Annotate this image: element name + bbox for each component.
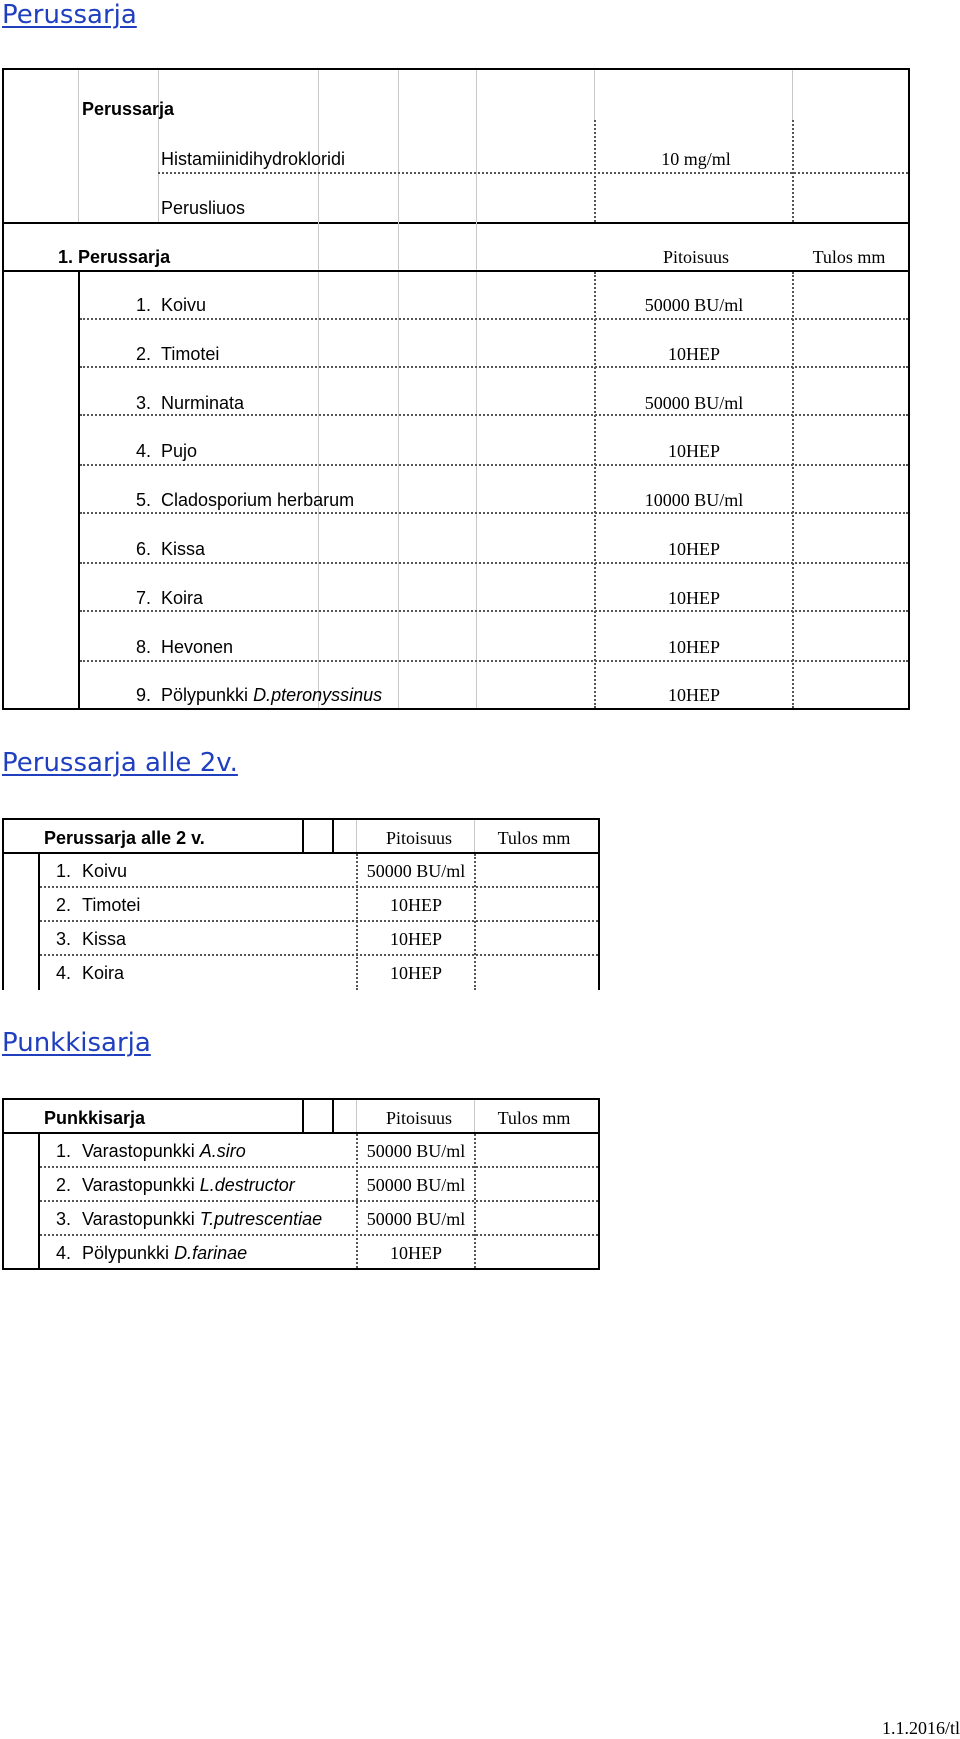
allergen-name: [82, 1173, 295, 1197]
row-number: 1.: [56, 1141, 72, 1161]
table-rule: [2, 1132, 600, 1134]
section-heading-punkki: Punkkisarja: [2, 1028, 151, 1058]
column-header-concentration: Pitoisuus: [662, 247, 730, 267]
table-title: Perussarja alle 2 v.: [44, 828, 205, 848]
concentration-value: 10HEP: [389, 895, 442, 915]
allergen-species: T.putrescentiae: [199, 1209, 323, 1229]
allergen-name-text: Varastopunkki: [82, 1141, 200, 1161]
allergen-name-text: Varastopunkki: [82, 1175, 200, 1195]
concentration-value: 10HEP: [667, 441, 720, 462]
row-number: 7.: [136, 587, 152, 608]
concentration-value: 50000 BU/ml: [366, 1175, 466, 1195]
concentration-value: 10000 BU/ml: [644, 490, 744, 511]
concentration-value: 10HEP: [667, 587, 720, 608]
allergen-name: [82, 1241, 247, 1265]
allergen-species: D.pteronyssinus: [253, 685, 383, 706]
table-rule: [302, 1098, 304, 1132]
allergen-name-text: Nurminata: [161, 392, 245, 413]
table-title: Perussarja: [82, 99, 175, 119]
allergen-species: A.siro: [199, 1141, 246, 1161]
concentration-value: 50000 BU/ml: [644, 392, 744, 413]
row-number: 4.: [56, 963, 72, 983]
concentration-value: 50000 BU/ml: [644, 295, 744, 315]
section-heading-alle2v: Perussarja alle 2v.: [2, 748, 238, 778]
table-border-top: [2, 1098, 600, 1100]
row-number: 1.: [136, 295, 152, 315]
concentration-value: 10HEP: [389, 929, 442, 949]
concentration-value: 10HEP: [389, 963, 442, 983]
table-title: Punkkisarja: [44, 1108, 146, 1128]
column-header-result: Tulos mm: [497, 828, 571, 848]
concentration-value: 10HEP: [667, 343, 720, 364]
grid-line: [40, 1200, 598, 1202]
allergen-name-text: Timotei: [82, 895, 141, 915]
concentration-value: 10HEP: [667, 636, 720, 657]
concentration-value: 10HEP: [667, 685, 720, 706]
row-number: 8.: [136, 636, 152, 657]
allergen-name-text: Hevonen: [161, 636, 234, 657]
table-border-bottom: [2, 1268, 600, 1270]
table-border-right: [598, 1098, 600, 1270]
allergen-name-text: Kissa: [82, 929, 127, 949]
concentration-value: 10HEP: [667, 539, 720, 559]
allergen-name-text: Koira: [161, 587, 204, 608]
column-header-concentration: Pitoisuus: [385, 1108, 453, 1128]
column-header-result: Tulos mm: [497, 1108, 571, 1128]
concentration-value: 50000 BU/ml: [366, 861, 466, 881]
grid-line: [40, 1166, 598, 1168]
row-number: 2.: [136, 343, 152, 364]
allergen-name-text: Koivu: [161, 295, 207, 315]
allergen-species: L.destructor: [199, 1175, 295, 1195]
row-number: 6.: [136, 539, 152, 559]
row-number: 3.: [56, 929, 72, 949]
footer-date: 1.1.2016/tl: [881, 1718, 960, 1738]
histamine-value: 10 mg/ml: [661, 149, 731, 169]
concentration-value: 10HEP: [389, 1243, 442, 1263]
allergen-name-text: Pölypunkki: [161, 685, 254, 706]
row-number: 3.: [56, 1209, 72, 1229]
allergen-name-text: Varastopunkki: [82, 1209, 200, 1229]
row-number: 4.: [56, 1243, 72, 1263]
allergen-name-text: Koivu: [82, 861, 128, 881]
section-heading-perussarja: Perussarja: [2, 0, 137, 30]
grid-line: [40, 1234, 598, 1236]
allergen-name-text: Timotei: [161, 343, 220, 364]
row-number: 4.: [136, 441, 152, 462]
row-number: 5.: [136, 490, 152, 511]
row-number: 1.: [56, 861, 72, 881]
allergen-name-text: Pujo: [161, 441, 198, 462]
allergen-name: [82, 1139, 246, 1163]
column-header-concentration: Pitoisuus: [385, 828, 453, 848]
row-number: 2.: [56, 1175, 72, 1195]
concentration-value: 50000 BU/ml: [366, 1141, 466, 1161]
allergen-name-text: Pölypunkki: [82, 1243, 175, 1263]
allergen-name-text: Cladosporium herbarum: [161, 490, 355, 511]
allergen-species: D.farinae: [174, 1243, 248, 1263]
allergen-name: [82, 1207, 322, 1231]
table-rule: [332, 1098, 334, 1132]
table-border-left: [2, 1098, 4, 1270]
row-number: 9.: [136, 685, 152, 706]
row-number: 2.: [56, 895, 72, 915]
series-header: 1. Perussarja: [58, 247, 171, 267]
row-number: 3.: [136, 392, 152, 413]
histamine-label: Histamiinidihydrokloridi: [161, 149, 346, 169]
allergen-name-text: Kissa: [161, 539, 206, 559]
allergen-name-text: Koira: [82, 963, 125, 983]
concentration-value: 50000 BU/ml: [366, 1209, 466, 1229]
column-header-result: Tulos mm: [812, 247, 886, 267]
perusliuos-label: Perusliuos: [161, 198, 246, 218]
